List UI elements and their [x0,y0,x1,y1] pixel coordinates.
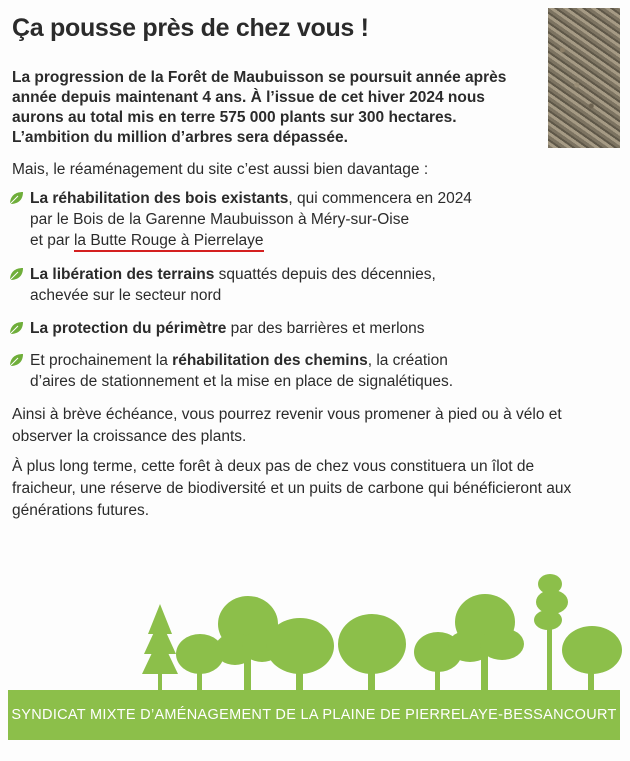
bullet-text: et par [30,232,74,249]
footer-organization: SYNDICAT MIXTE D’AMÉNAGEMENT DE LA PLAINE DE PIERRELAYE-BESSANCOURT [11,707,617,723]
leaf-icon [8,352,24,368]
bullet-item-land [8,264,436,306]
footer-band [8,690,620,740]
lead-sentence: Mais, le réaménagement du site c’est aussi bien davantage : [12,161,429,178]
tree-broad-4 [448,594,524,694]
paragraph-short-term: Ainsi à brève échéance, vous pourrez revenir vous promener à pied ou à vélo et observer la croissance des plants. [12,406,562,445]
bullet-text: , qui commencera en 2024 [288,190,472,207]
tree-conifer [142,604,178,694]
bullet-text: Et prochainement la [30,352,173,369]
bullet-bold: réhabilitation des chemins [172,352,368,369]
leaf-icon [8,190,24,206]
bullet-text: d’aires de stationnement et la mise en place de signalétiques. [30,373,454,390]
bullet-item-woods [8,188,472,251]
bullet-text: squattés depuis des décennies, [214,266,436,283]
bullet-bold: La libération des terrains [30,266,215,283]
bullet-item-perimeter [8,318,425,339]
leaf-icon [8,266,24,282]
tree-broad-5 [562,626,622,694]
bullet-text: par le Bois de la Garenne Maubuisson à Méry-sur-Oise [30,211,410,228]
trees-illustration [140,574,625,694]
bullet-text: achevée sur le secteur nord [30,287,222,304]
page-title: Ça pousse près de chez vous ! [12,14,369,42]
underlined-location: la Butte Rouge à Pierrelaye [74,232,264,252]
bullet-bold: La réhabilitation des bois existants [30,190,289,207]
bullet-text: par des barrières et merlons [226,320,425,337]
tree-broad-3 [338,614,406,694]
bullet-item-paths [8,350,453,392]
tree-broad-2 [266,618,334,694]
intro-paragraph: La progression de la Forêt de Maubuisson se poursuit année après année depuis maintenant 4 ans. À l’issue de cet hiver 2024 nous aurons au total mis en terre 575 000 plants sur 300 hectares. L’ambition du million d’arbres sera dépassée. [12,69,507,146]
paragraph-long-term: À plus long terme, cette forêt à deux pas de chez vous constituera un îlot de fraicheur, une réserve de biodiversité et un puits de carbone qui bénéficieront aux générations futures. [12,458,572,519]
ground-photo [548,8,620,148]
tree-tall [534,574,568,694]
bullet-text: , la création [367,352,448,369]
leaf-icon [8,320,24,336]
bullet-bold: La protection du périmètre [30,320,227,337]
